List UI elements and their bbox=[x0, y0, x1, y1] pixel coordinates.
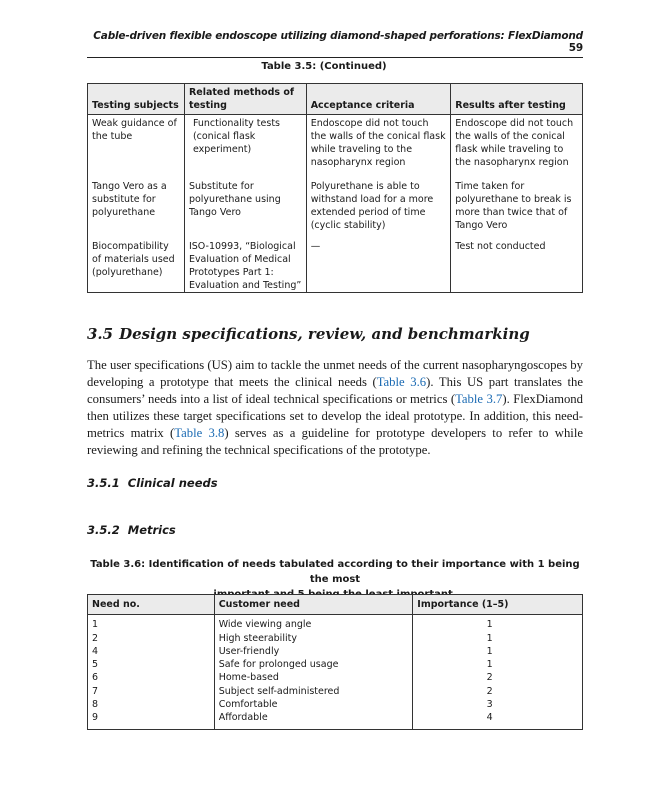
table-row bbox=[88, 632, 583, 645]
table-3-5 bbox=[87, 83, 583, 293]
table-row bbox=[88, 178, 583, 238]
table-3-5-caption: Table 3.5: (Continued) bbox=[261, 61, 387, 72]
table-row bbox=[88, 671, 583, 684]
cell-subject: Biocompatibility of materials used (polyurethane) bbox=[88, 238, 185, 293]
cell-method: ISO-10993, “Biological Evaluation of Medical Prototypes Part 1: Evaluation and Testing” bbox=[184, 238, 306, 293]
cell-results: Time taken for polyurethane to break is more than twice that of Tango Vero bbox=[451, 178, 583, 238]
section-number: 3.5 bbox=[87, 325, 114, 343]
column-header: Customer need bbox=[214, 595, 413, 615]
subsection-title: Metrics bbox=[127, 523, 176, 537]
column-header: Need no. bbox=[88, 595, 215, 615]
column-header: Related methods of testing bbox=[184, 84, 306, 115]
paragraph-text: ). FlexDiamond then utilizes these target specifications set to develop the ideal prototype. In addition, this need-metrics matrix ( bbox=[87, 392, 583, 441]
table-row bbox=[88, 115, 583, 179]
cell-results: Test not conducted bbox=[451, 238, 583, 293]
column-header: Testing subjects bbox=[88, 84, 185, 115]
cell-criteria: — bbox=[306, 238, 451, 293]
table-row bbox=[88, 711, 583, 729]
table-3-8-link[interactable]: Table 3.8 bbox=[174, 426, 225, 441]
table-row bbox=[88, 615, 583, 632]
subsection-number: 3.5.2 bbox=[87, 523, 120, 537]
paragraph-text: The user specifications (US) aim to tackle the unmet needs of the current nasopharyngoscopes by developing a prototype that meets the clinical needs ( bbox=[87, 358, 583, 390]
cell-need-no: 5 bbox=[88, 658, 215, 671]
subsection-heading bbox=[87, 476, 226, 490]
cell-need-no: 6 bbox=[88, 671, 215, 684]
column-header: Results after testing bbox=[451, 84, 583, 115]
running-head-title: Cable-driven flexible endoscope utilizing diamond-shaped perforations: FlexDiamond bbox=[93, 30, 583, 42]
page-number: 59 bbox=[568, 42, 583, 54]
cell-importance: 3 bbox=[413, 698, 583, 711]
section-title: Design specifications, review, and benchmarking bbox=[119, 325, 530, 343]
column-header: Acceptance criteria bbox=[306, 84, 451, 115]
subsection-heading bbox=[87, 523, 184, 537]
table-3-6 bbox=[87, 594, 583, 730]
cell-need-no: 2 bbox=[88, 632, 215, 645]
cell-customer-need: Safe for prolonged usage bbox=[214, 658, 413, 671]
table-row bbox=[88, 645, 583, 658]
cell-importance: 1 bbox=[413, 645, 583, 658]
cell-need-no: 7 bbox=[88, 685, 215, 698]
cell-need-no: 9 bbox=[88, 711, 215, 729]
body-paragraph bbox=[87, 357, 583, 460]
cell-results: Endoscope did not touch the walls of the conical flask while traveling to the nasopharynx region bbox=[451, 115, 583, 179]
table-row bbox=[88, 658, 583, 671]
cell-importance: 4 bbox=[413, 711, 583, 729]
cell-need-no: 1 bbox=[88, 615, 215, 632]
caption-line: Table 3.6: Identification of needs tabulated according to their importance with 1 being the most bbox=[90, 559, 580, 585]
cell-method: Functionality tests (conical flask experiment) bbox=[184, 115, 306, 179]
paragraph-text: ) serves as a guideline for prototype developers to refer to while reviewing and refining the technical specifications of the prototype. bbox=[87, 426, 583, 458]
cell-customer-need: Comfortable bbox=[214, 698, 413, 711]
column-header: Importance (1–5) bbox=[413, 595, 583, 615]
cell-need-no: 4 bbox=[88, 645, 215, 658]
cell-need-no: 8 bbox=[88, 698, 215, 711]
cell-criteria: Polyurethane is able to withstand load for a more extended period of time (cyclic stability) bbox=[306, 178, 451, 238]
cell-customer-need: High steerability bbox=[214, 632, 413, 645]
table-header-row bbox=[88, 84, 583, 115]
table-row bbox=[88, 238, 583, 293]
cell-customer-need: Wide viewing angle bbox=[214, 615, 413, 632]
cell-method: Substitute for polyurethane using Tango Vero bbox=[184, 178, 306, 238]
cell-importance: 1 bbox=[413, 632, 583, 645]
table-row bbox=[88, 698, 583, 711]
cell-importance: 1 bbox=[413, 615, 583, 632]
cell-customer-need: Affordable bbox=[214, 711, 413, 729]
cell-subject: Weak guidance of the tube bbox=[88, 115, 185, 179]
cell-customer-need: Subject self-administered bbox=[214, 685, 413, 698]
running-head bbox=[87, 30, 583, 58]
cell-customer-need: Home-based bbox=[214, 671, 413, 684]
subsection-number: 3.5.1 bbox=[87, 476, 120, 490]
paragraph-text: ). This US part translates the consumers’ needs into a list of ideal technical specifications or metrics ( bbox=[87, 375, 583, 407]
table-row bbox=[88, 685, 583, 698]
section-heading bbox=[87, 325, 536, 343]
table-header-row bbox=[88, 595, 583, 615]
table-3-6-link[interactable]: Table 3.6 bbox=[376, 375, 427, 390]
cell-subject: Tango Vero as a substitute for polyurethane bbox=[88, 178, 185, 238]
cell-importance: 1 bbox=[413, 658, 583, 671]
cell-importance: 2 bbox=[413, 671, 583, 684]
cell-criteria: Endoscope did not touch the walls of the conical flask while traveling to the nasopharynx region bbox=[306, 115, 451, 179]
cell-importance: 2 bbox=[413, 685, 583, 698]
cell-customer-need: User-friendly bbox=[214, 645, 413, 658]
subsection-title: Clinical needs bbox=[127, 476, 218, 490]
table-3-7-link[interactable]: Table 3.7 bbox=[455, 392, 503, 407]
